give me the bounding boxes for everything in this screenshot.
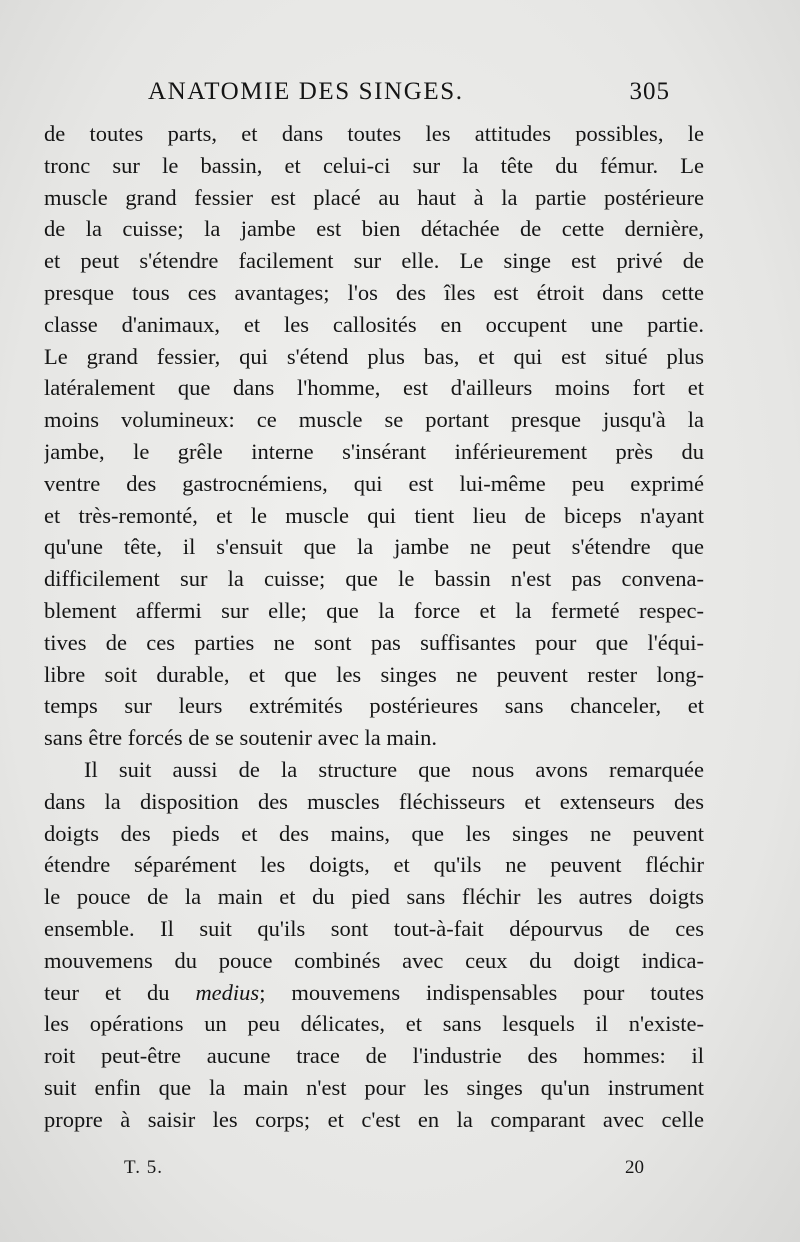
text-line: jambe, le grêle interne s'insérant inférieurement près du xyxy=(44,438,704,464)
text-line: Il suit aussi de la structure que nous avons remarquée xyxy=(84,756,704,782)
text-line: muscle grand fessier est placé au haut à la partie postérieure xyxy=(44,184,704,210)
text-line: tives de ces parties ne sont pas suffisantes pour que l'équi- xyxy=(44,629,704,655)
text-line: et très-remonté, et le muscle qui tient lieu de biceps n'ayant xyxy=(44,502,704,528)
text-line: roit peut-être aucune trace de l'industrie des hommes: il xyxy=(44,1043,704,1069)
text-line: ensemble. Il suit qu'ils sont tout-à-fait dépourvus de ces xyxy=(44,915,704,941)
text-line: le pouce de la main et du pied sans fléchir les autres doigts xyxy=(44,884,704,910)
italic-term: medius xyxy=(195,979,260,1005)
running-title: ANATOMIE DES SINGES. xyxy=(148,78,464,105)
body-text xyxy=(44,118,704,1136)
page-footer xyxy=(124,1157,644,1187)
text-line: tronc sur le bassin, et celui-ci sur la tête du fémur. Le xyxy=(44,152,704,178)
text-line: ventre des gastrocnémiens, qui est lui-même peu exprimé xyxy=(44,470,704,496)
text-line: les opérations un peu délicates, et sans lesquels il n'existe- xyxy=(44,1011,704,1037)
text-line xyxy=(44,977,704,1009)
text-line: latéralement que dans l'homme, est d'ailleurs moins fort et xyxy=(44,375,704,401)
text-run: teur et du xyxy=(44,979,196,1005)
volume-signature: T. 5. xyxy=(124,1157,163,1178)
text-line: difficilement sur la cuisse; que le bassin n'est pas convena- xyxy=(44,566,704,592)
text-line: Le grand fessier, qui s'étend plus bas, et qui est situé plus xyxy=(44,343,704,369)
text-line: dans la disposition des muscles fléchisseurs et extenseurs des xyxy=(44,788,704,814)
gathering-number: 20 xyxy=(625,1157,644,1178)
text-line: presque tous ces avantages; l'os des îles est étroit dans cette xyxy=(44,279,704,305)
text-line: doigts des pieds et des mains, que les singes ne peuvent xyxy=(44,820,704,846)
text-line: étendre séparément les doigts, et qu'ils ne peuvent fléchir xyxy=(44,852,704,878)
text-line: et peut s'étendre facilement sur elle. Le singe est privé de xyxy=(44,248,704,274)
text-line: qu'une tête, il s'ensuit que la jambe ne peut s'étendre que xyxy=(44,534,704,560)
text-line: de toutes parts, et dans toutes les attitudes possibles, le xyxy=(44,121,704,146)
text-line: mouvemens du pouce combinés avec ceux du doigt indica- xyxy=(44,947,704,973)
text-line: blement affermi sur elle; que la force et la fermeté respec- xyxy=(44,597,704,623)
text-line: sans être forcés de se soutenir avec la main. xyxy=(44,725,437,751)
text-run: ; mouvemens indispensables pour toutes xyxy=(259,979,704,1005)
paragraph xyxy=(44,754,704,1136)
paragraph xyxy=(44,118,704,754)
text-line: classe d'animaux, et les callosités en occupent une partie. xyxy=(44,311,704,337)
text-line: temps sur leurs extrémités postérieures sans chanceler, et xyxy=(44,693,704,719)
text-line: suit enfin que la main n'est pour les singes qu'un instrument xyxy=(44,1074,704,1100)
page-number: 305 xyxy=(629,78,670,105)
text-line: propre à saisir les corps; et c'est en la comparant avec celle xyxy=(44,1106,704,1132)
running-head xyxy=(148,78,688,114)
text-line: libre soit durable, et que les singes ne peuvent rester long- xyxy=(44,661,704,687)
text-line: moins volumineux: ce muscle se portant presque jusqu'à la xyxy=(44,407,704,433)
text-line: de la cuisse; la jambe est bien détachée de cette dernière, xyxy=(44,216,704,242)
